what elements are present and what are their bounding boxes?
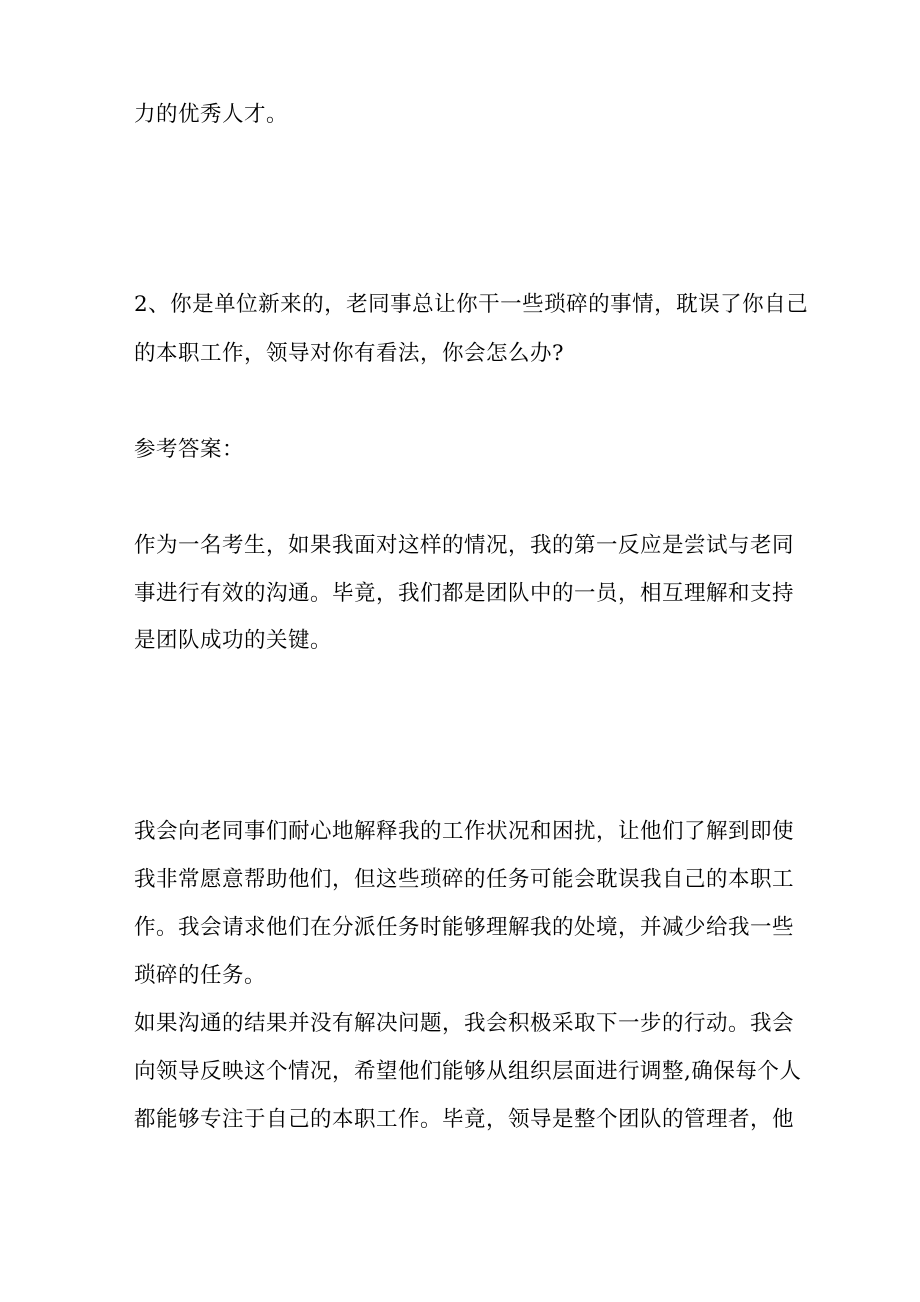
paragraph-line: 我会向老同事们耐心地解释我的工作状况和困扰，让他们了解到即使 [134, 819, 795, 844]
question-line: 的本职工作，领导对你有看法，你会怎么办? [134, 341, 565, 366]
paragraph-line: 都能够专注于自己的本职工作。毕竟，领导是整个团队的管理者，他 [134, 1107, 795, 1132]
paragraph-line: 力的优秀人才。 [134, 102, 289, 127]
question-line: 2、你是单位新来的，老同事总让你干一些琐碎的事情，耽误了你自己 [134, 292, 809, 317]
paragraph-line: 事进行有效的沟通。毕竟，我们都是团队中的一员，相互理解和支持 [134, 581, 795, 606]
paragraph-line: 向领导反映这个情况，希望他们能够从组织层面进行调整,确保每个人 [134, 1059, 802, 1084]
paragraph-line: 作为一名考生，如果我面对这样的情况，我的第一反应是尝试与老同 [134, 533, 795, 558]
answer-heading: 参考答案： [134, 437, 245, 462]
paragraph-line: 作。我会请求他们在分派任务时能够理解我的处境，并减少给我一些 [134, 915, 795, 940]
paragraph-line: 琐碎的任务。 [134, 963, 267, 988]
paragraph-line: 如果沟通的结果并没有解决问题，我会积极采取下一步的行动。我会 [134, 1011, 795, 1036]
paragraph-line: 是团队成功的关键。 [134, 628, 333, 653]
paragraph-line: 我非常愿意帮助他们，但这些琐碎的任务可能会耽误我自己的本职工 [134, 867, 795, 892]
